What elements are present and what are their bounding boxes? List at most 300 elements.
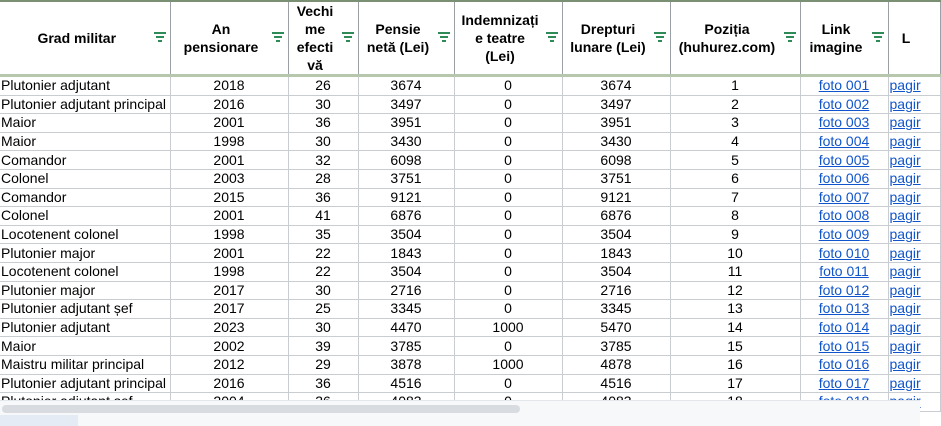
table-cell[interactable] <box>670 225 800 244</box>
cell-value: 1843 <box>600 244 632 261</box>
table-cell[interactable] <box>888 225 940 244</box>
filter-icon[interactable] <box>546 32 558 42</box>
cell-value: 0 <box>504 95 512 112</box>
cell-value: 4470 <box>390 319 422 336</box>
table-cell[interactable] <box>800 262 888 281</box>
cell-value: 3785 <box>390 337 422 354</box>
table-cell[interactable] <box>288 95 358 114</box>
column-header[interactable] <box>358 1 454 76</box>
cell-value: 6 <box>731 170 739 187</box>
photo-link[interactable]: foto 010 <box>818 244 870 261</box>
table-cell[interactable] <box>888 262 940 281</box>
table-cell[interactable] <box>454 318 562 337</box>
page-link[interactable]: pagir <box>889 95 921 112</box>
table-cell[interactable] <box>454 300 562 319</box>
table-cell[interactable] <box>670 207 800 226</box>
column-header-label-wrap <box>671 2 800 74</box>
table-cell[interactable] <box>800 300 888 319</box>
cell-value: 4516 <box>600 374 632 391</box>
table-cell[interactable] <box>562 114 670 133</box>
cell-value: 0 <box>504 244 512 261</box>
table-cell[interactable] <box>358 262 454 281</box>
table-cell[interactable] <box>454 132 562 151</box>
filter-icon[interactable] <box>438 32 450 42</box>
photo-link[interactable]: foto 013 <box>818 300 870 317</box>
cell-value: 2716 <box>390 281 422 298</box>
table-cell[interactable] <box>670 281 800 300</box>
filter-icon[interactable] <box>342 32 354 42</box>
cell-value: 2001 <box>213 151 245 168</box>
cell-value: 16 <box>727 356 743 373</box>
table-cell[interactable] <box>800 188 888 207</box>
column-header[interactable] <box>888 1 940 76</box>
table-cell[interactable] <box>670 132 800 151</box>
table-cell[interactable] <box>0 76 170 96</box>
table-cell[interactable] <box>358 281 454 300</box>
cell-value: 6098 <box>600 151 632 168</box>
table-cell[interactable] <box>170 76 288 96</box>
cell-value: 1998 <box>213 133 245 150</box>
table-cell[interactable] <box>358 169 454 188</box>
cell-value: 22 <box>315 263 331 280</box>
table-cell[interactable] <box>358 151 454 170</box>
cell-value: Locotenent colonel <box>1 226 119 243</box>
table-cell[interactable] <box>888 132 940 151</box>
cell-value: Maior <box>1 337 37 354</box>
table-cell[interactable] <box>0 225 170 244</box>
table-cell[interactable] <box>800 207 888 226</box>
table-cell[interactable] <box>670 151 800 170</box>
table-cell[interactable] <box>170 95 288 114</box>
table-cell[interactable] <box>0 114 170 133</box>
page-link[interactable]: pagir <box>889 263 921 280</box>
table-cell[interactable] <box>562 169 670 188</box>
table-cell[interactable] <box>562 281 670 300</box>
photo-link[interactable]: foto 006 <box>818 170 870 187</box>
cell-value: 30 <box>315 319 331 336</box>
column-header-line: netă (Lei) <box>366 39 430 55</box>
page-link[interactable]: pagir <box>889 114 921 131</box>
table-cell[interactable] <box>288 374 358 393</box>
table-row <box>0 262 940 281</box>
table-cell[interactable] <box>562 318 670 337</box>
table-cell[interactable] <box>888 281 940 300</box>
table-cell[interactable] <box>170 169 288 188</box>
table-cell[interactable] <box>358 132 454 151</box>
page-link[interactable]: pagir <box>889 356 921 373</box>
table-cell[interactable] <box>454 114 562 133</box>
table-cell[interactable] <box>800 169 888 188</box>
table-cell[interactable] <box>562 95 670 114</box>
table-cell[interactable] <box>800 244 888 263</box>
column-header[interactable] <box>288 1 358 76</box>
column-header-line: An <box>211 21 231 37</box>
table-cell[interactable] <box>170 151 288 170</box>
table-cell[interactable] <box>888 374 940 393</box>
table-cell[interactable] <box>0 262 170 281</box>
header-row <box>0 1 940 76</box>
table-cell[interactable] <box>800 281 888 300</box>
table-cell[interactable] <box>888 169 940 188</box>
cell-value: Plutonier major <box>1 281 96 298</box>
filter-icon[interactable] <box>654 32 666 42</box>
cell-value: Plutonier adjutant <box>1 319 110 336</box>
table-cell[interactable] <box>888 207 940 226</box>
table-cell[interactable] <box>0 355 170 374</box>
table-row <box>0 76 940 96</box>
cell-value: 30 <box>315 95 331 112</box>
table-row <box>0 355 940 374</box>
table-cell[interactable] <box>562 132 670 151</box>
table-cell[interactable] <box>888 300 940 319</box>
photo-link[interactable]: foto 016 <box>818 356 870 373</box>
photo-link[interactable]: foto 011 <box>819 263 869 280</box>
table-cell[interactable] <box>0 337 170 356</box>
table-cell[interactable] <box>0 95 170 114</box>
page-link[interactable]: pagir <box>889 207 921 224</box>
table-cell[interactable] <box>670 337 800 356</box>
table-cell[interactable] <box>670 244 800 263</box>
table-cell[interactable] <box>288 132 358 151</box>
table-cell[interactable] <box>562 337 670 356</box>
table-row <box>0 169 940 188</box>
table-cell[interactable] <box>358 300 454 319</box>
table-cell[interactable] <box>0 169 170 188</box>
table-cell[interactable] <box>800 355 888 374</box>
cell-value: Plutonier adjutant principal <box>1 95 166 112</box>
cell-value: 2716 <box>600 281 632 298</box>
page-link[interactable]: pagir <box>889 319 921 336</box>
table-cell[interactable] <box>170 225 288 244</box>
table-cell[interactable] <box>454 374 562 393</box>
table-cell[interactable] <box>888 244 940 263</box>
table-cell[interactable] <box>888 355 940 374</box>
column-header[interactable] <box>562 1 670 76</box>
column-header-line: (Lei) <box>485 48 515 64</box>
table-cell[interactable] <box>888 95 940 114</box>
page-link[interactable]: pagir <box>889 226 921 243</box>
photo-link[interactable]: foto 009 <box>818 226 870 243</box>
table-cell[interactable] <box>0 300 170 319</box>
photo-link[interactable]: foto 008 <box>818 207 870 224</box>
table-cell[interactable] <box>454 337 562 356</box>
table-cell[interactable] <box>562 262 670 281</box>
table-cell[interactable] <box>0 132 170 151</box>
cell-value: 1 <box>731 77 739 94</box>
table-cell[interactable] <box>0 281 170 300</box>
page-link[interactable]: pagir <box>889 188 921 205</box>
filter-icon[interactable] <box>154 32 166 42</box>
table-cell[interactable] <box>670 95 800 114</box>
page-link[interactable]: pagir <box>889 77 921 94</box>
column-header-label <box>570 20 645 56</box>
column-header-line: Grad militar <box>37 30 117 46</box>
table-cell[interactable] <box>288 207 358 226</box>
table-cell[interactable] <box>358 337 454 356</box>
table-cell[interactable] <box>888 76 940 96</box>
photo-link[interactable]: foto 004 <box>818 133 870 150</box>
table-row <box>0 300 940 319</box>
cell-value: 3345 <box>390 300 422 317</box>
table-cell[interactable] <box>0 244 170 263</box>
cell-value: 2001 <box>213 114 245 131</box>
cell-value: 9121 <box>390 188 422 205</box>
page-link[interactable]: pagir <box>889 300 921 317</box>
table-cell[interactable] <box>170 262 288 281</box>
cell-value: 4878 <box>600 356 632 373</box>
table-cell[interactable] <box>288 151 358 170</box>
table-cell[interactable] <box>454 207 562 226</box>
cell-value: 0 <box>504 374 512 391</box>
table-cell[interactable] <box>888 151 940 170</box>
table-cell[interactable] <box>358 188 454 207</box>
photo-link[interactable]: foto 005 <box>818 151 870 168</box>
table-cell[interactable] <box>358 76 454 96</box>
table-cell[interactable] <box>288 300 358 319</box>
cell-value: 36 <box>315 114 331 131</box>
cell-value: 4 <box>731 133 739 150</box>
table-cell[interactable] <box>562 374 670 393</box>
cell-value: 2002 <box>213 337 245 354</box>
table-cell[interactable] <box>288 337 358 356</box>
table-cell[interactable] <box>170 114 288 133</box>
column-header-label <box>902 29 911 47</box>
table-cell[interactable] <box>562 188 670 207</box>
column-header-line: Vechi <box>296 3 334 19</box>
cell-value: 10 <box>727 244 743 261</box>
photo-link[interactable]: foto 001 <box>818 77 870 94</box>
photo-link[interactable]: foto 012 <box>818 281 870 298</box>
table-cell[interactable] <box>170 300 288 319</box>
cell-value: 0 <box>504 188 512 205</box>
photo-link[interactable]: foto 017 <box>818 374 870 391</box>
photo-link[interactable]: foto 002 <box>818 95 870 112</box>
table-cell[interactable] <box>562 76 670 96</box>
table-cell[interactable] <box>358 207 454 226</box>
cell-value: Comandor <box>1 188 67 205</box>
table-row <box>0 374 940 393</box>
sheet-tab-strip[interactable] <box>0 415 78 426</box>
table-cell[interactable] <box>170 337 288 356</box>
table-cell[interactable] <box>288 225 358 244</box>
cell-value: 1998 <box>213 263 245 280</box>
page-link[interactable]: pagir <box>889 133 921 150</box>
cell-value: 0 <box>504 114 512 131</box>
table-cell[interactable] <box>358 318 454 337</box>
table-cell[interactable] <box>670 374 800 393</box>
table-cell[interactable] <box>0 318 170 337</box>
table-cell[interactable] <box>888 114 940 133</box>
page-link[interactable]: pagir <box>889 244 921 261</box>
table-cell[interactable] <box>358 244 454 263</box>
table-cell[interactable] <box>358 374 454 393</box>
photo-link[interactable]: foto 015 <box>818 337 870 354</box>
table-cell[interactable] <box>454 95 562 114</box>
table-cell[interactable] <box>454 262 562 281</box>
table-cell[interactable] <box>170 132 288 151</box>
table-cell[interactable] <box>670 169 800 188</box>
table-cell[interactable] <box>800 114 888 133</box>
table-row <box>0 114 940 133</box>
table-cell[interactable] <box>454 169 562 188</box>
cell-value: 1000 <box>492 319 524 336</box>
table-cell[interactable] <box>170 244 288 263</box>
table-cell[interactable] <box>358 95 454 114</box>
cell-value: 3674 <box>390 77 422 94</box>
photo-link[interactable]: foto 007 <box>818 188 870 205</box>
cell-value: 6876 <box>600 207 632 224</box>
table-cell[interactable] <box>170 318 288 337</box>
table-cell[interactable] <box>562 225 670 244</box>
table-cell[interactable] <box>562 207 670 226</box>
cell-value: 36 <box>315 374 331 391</box>
table-cell[interactable] <box>288 244 358 263</box>
photo-link[interactable]: foto 014 <box>818 319 870 336</box>
cell-value: Plutonier adjutant <box>1 77 110 94</box>
cell-value: 26 <box>315 77 331 94</box>
cell-value: 3674 <box>600 77 632 94</box>
table-cell[interactable] <box>888 318 940 337</box>
column-header-line: Drepturi <box>580 21 636 37</box>
table-cell[interactable] <box>0 188 170 207</box>
cell-value: 0 <box>504 337 512 354</box>
table-cell[interactable] <box>454 244 562 263</box>
column-header[interactable] <box>670 1 800 76</box>
table-cell[interactable] <box>0 207 170 226</box>
cell-value: 3751 <box>600 170 632 187</box>
table-cell[interactable] <box>800 225 888 244</box>
table-cell[interactable] <box>800 318 888 337</box>
table-cell[interactable] <box>454 76 562 96</box>
table-cell[interactable] <box>670 355 800 374</box>
table-cell[interactable] <box>288 262 358 281</box>
cell-value: Maistru militar principal <box>1 356 145 373</box>
table-cell[interactable] <box>562 244 670 263</box>
horizontal-scrollbar-thumb[interactable] <box>2 405 520 413</box>
column-header-line: (huhurez.com) <box>678 39 776 55</box>
table-cell[interactable] <box>288 76 358 96</box>
column-header-label <box>810 20 863 56</box>
cell-value: 32 <box>315 151 331 168</box>
table-cell[interactable] <box>800 337 888 356</box>
page-link[interactable]: pagir <box>889 170 921 187</box>
column-header[interactable] <box>800 1 888 76</box>
cell-value: 2 <box>731 95 739 112</box>
cell-value: 12 <box>727 281 743 298</box>
column-header-line: lunare (Lei) <box>570 39 646 55</box>
cell-value: 1843 <box>390 244 422 261</box>
page-link[interactable]: pagir <box>889 374 921 391</box>
cell-value: 8 <box>731 207 739 224</box>
cell-value: 3430 <box>390 133 422 150</box>
table-row <box>0 95 940 114</box>
table-cell[interactable] <box>170 374 288 393</box>
table-cell[interactable] <box>288 188 358 207</box>
table-cell[interactable] <box>800 95 888 114</box>
page-link[interactable]: pagir <box>889 281 921 298</box>
table-cell[interactable] <box>358 355 454 374</box>
horizontal-scrollbar[interactable] <box>0 400 920 426</box>
table-cell[interactable] <box>288 169 358 188</box>
table-cell[interactable] <box>562 355 670 374</box>
table-cell[interactable] <box>670 300 800 319</box>
table-cell[interactable] <box>170 281 288 300</box>
table-cell[interactable] <box>288 355 358 374</box>
table-cell[interactable] <box>170 355 288 374</box>
table-cell[interactable] <box>888 188 940 207</box>
cell-value: 15 <box>727 337 743 354</box>
column-header-line: Indemnizați <box>461 12 539 28</box>
column-header-line: L <box>901 30 911 46</box>
table-cell[interactable] <box>670 114 800 133</box>
table-cell[interactable] <box>358 225 454 244</box>
table-cell[interactable] <box>170 188 288 207</box>
table-cell[interactable] <box>454 355 562 374</box>
table-cell[interactable] <box>800 76 888 96</box>
table-cell[interactable] <box>800 374 888 393</box>
table-cell[interactable] <box>670 318 800 337</box>
cell-value: 0 <box>504 263 512 280</box>
column-header-label-wrap <box>171 2 288 74</box>
filter-icon[interactable] <box>872 32 884 42</box>
page-link[interactable]: pagir <box>889 337 921 354</box>
table-cell[interactable] <box>170 207 288 226</box>
table-cell[interactable] <box>454 151 562 170</box>
table-row <box>0 188 940 207</box>
table-cell[interactable] <box>0 151 170 170</box>
table-cell[interactable] <box>670 262 800 281</box>
column-header-line: pensionare <box>183 39 259 55</box>
table-cell[interactable] <box>562 300 670 319</box>
cell-value: 0 <box>504 133 512 150</box>
table-cell[interactable] <box>0 374 170 393</box>
column-header[interactable] <box>454 1 562 76</box>
column-header-label <box>367 20 429 56</box>
column-header-line: vă <box>307 57 323 73</box>
table-cell[interactable] <box>454 281 562 300</box>
table-cell[interactable] <box>800 132 888 151</box>
column-header[interactable] <box>170 1 288 76</box>
cell-value: 41 <box>315 207 331 224</box>
cell-value: 2017 <box>213 281 245 298</box>
table-cell[interactable] <box>888 337 940 356</box>
photo-link[interactable]: foto 003 <box>818 114 870 131</box>
table-cell[interactable] <box>288 281 358 300</box>
table-cell[interactable] <box>454 188 562 207</box>
cell-value: 29 <box>315 356 331 373</box>
cell-value: 17 <box>727 374 743 391</box>
cell-value: 22 <box>315 244 331 261</box>
table-cell[interactable] <box>670 76 800 96</box>
table-cell[interactable] <box>454 225 562 244</box>
table-cell[interactable] <box>358 114 454 133</box>
table-row <box>0 151 940 170</box>
filter-icon[interactable] <box>784 32 796 42</box>
table-cell[interactable] <box>562 151 670 170</box>
cell-value: 35 <box>315 226 331 243</box>
cell-value: 28 <box>315 170 331 187</box>
table-cell[interactable] <box>670 188 800 207</box>
cell-value: 30 <box>315 133 331 150</box>
cell-value: 2015 <box>213 188 245 205</box>
page-link[interactable]: pagir <box>889 151 921 168</box>
column-header[interactable] <box>0 1 170 76</box>
table-cell[interactable] <box>288 318 358 337</box>
table-cell[interactable] <box>288 114 358 133</box>
filter-icon[interactable] <box>272 32 284 42</box>
table-cell[interactable] <box>800 151 888 170</box>
table-row <box>0 244 940 263</box>
